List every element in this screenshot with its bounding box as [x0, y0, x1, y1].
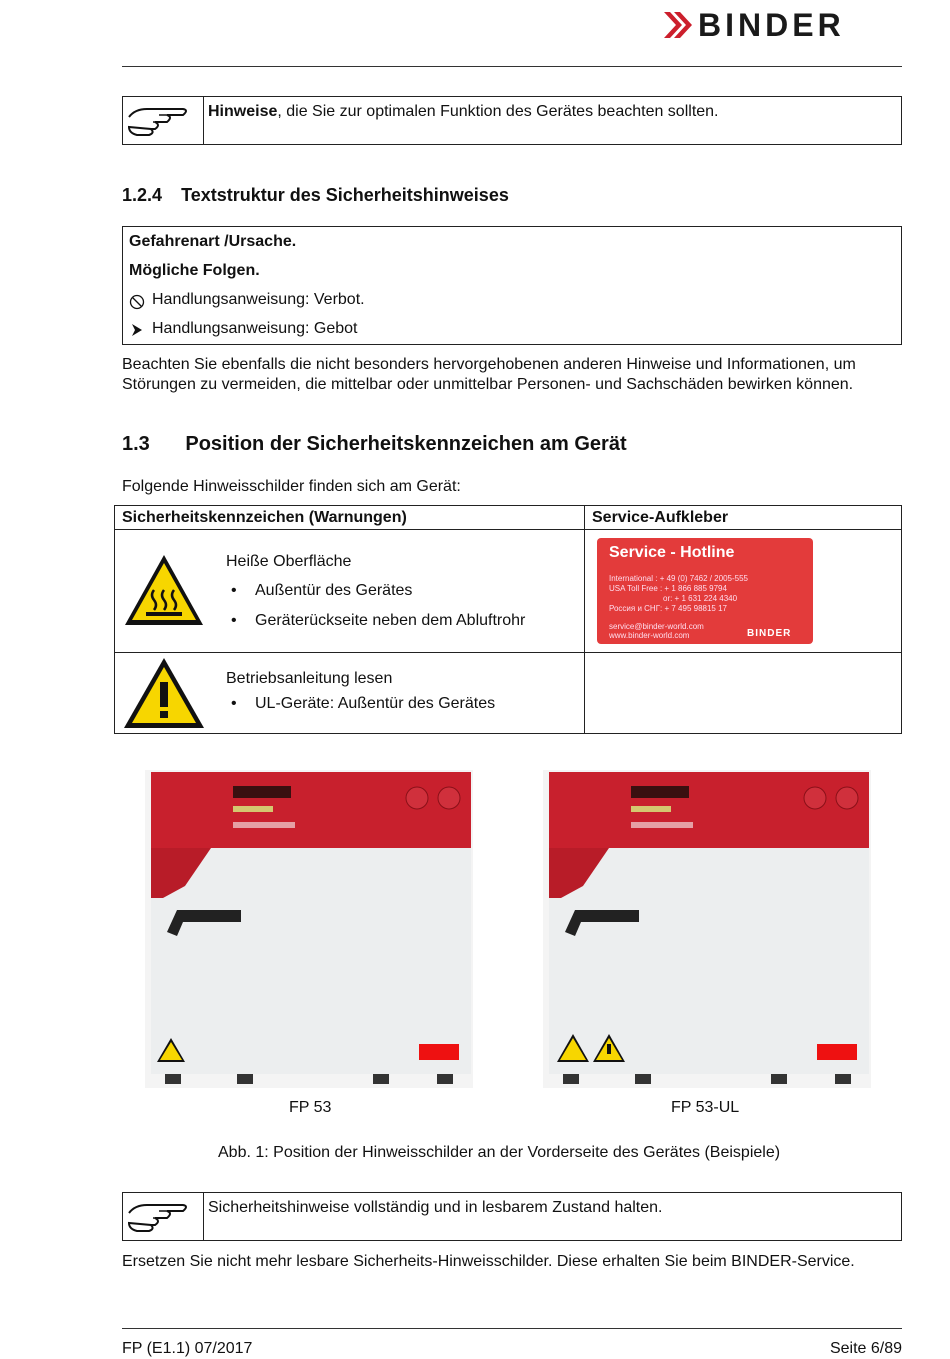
- figure-label-right: FP 53-UL: [671, 1099, 740, 1116]
- section-1-2-4-heading: [122, 185, 509, 206]
- note-1-bold: Hinweise: [208, 103, 278, 120]
- table-divider: [115, 652, 901, 653]
- note-box-2: [122, 1192, 902, 1241]
- binder-arrow-icon: [662, 8, 692, 42]
- bullet: •: [231, 695, 237, 712]
- section-number: 1.3: [122, 433, 150, 455]
- service-hotline-sticker: [597, 538, 813, 644]
- note-1-text: [208, 103, 719, 121]
- note-1-rest: , die Sie zur optimalen Funktion des Gerätes beachten sollten.: [277, 103, 719, 120]
- table-header-service: Service-Aufkleber: [592, 509, 729, 526]
- pointing-hand-icon: [123, 1193, 204, 1240]
- bullet: •: [231, 612, 237, 629]
- sticker-line: or: + 1 631 224 4340: [663, 594, 738, 603]
- prohibition-line: Handlungsanweisung: Verbot.: [152, 291, 365, 308]
- header-divider: [122, 66, 902, 67]
- figure-caption: Abb. 1: Position der Hinweisschilder an der Vorderseite des Gerätes (Beispiele): [218, 1144, 781, 1161]
- read-manual-title: Betriebsanleitung lesen: [226, 670, 393, 687]
- safety-sign-table: [114, 505, 902, 734]
- table-divider: [115, 529, 901, 530]
- pointing-hand-icon: [123, 97, 204, 144]
- section-title: Textstruktur des Sicherheitshinweises: [181, 185, 509, 205]
- table-divider: [584, 506, 585, 733]
- list-item-text: Geräterückseite neben dem Abluftrohr: [255, 612, 526, 629]
- logo-text: BINDER: [698, 7, 845, 43]
- section-number: 1.2.4: [122, 185, 163, 205]
- note-box-1: [122, 96, 902, 145]
- prohibition-icon: [129, 294, 145, 310]
- section-title: Position der Sicherheitskennzeichen am Gerät: [185, 433, 627, 455]
- general-warning-icon: [122, 656, 206, 730]
- sticker-line: service@binder-world.com: [609, 622, 704, 631]
- sticker-title: Service - Hotline: [609, 544, 735, 561]
- paragraph-1: Beachten Sie ebenfalls die nicht besonders hervorgehobenen anderen Hinweise und Informationen, um Störungen zu vermeiden, die mittelbar oder unmittelbar Personen- und Sachschäden bewirken können.: [122, 356, 856, 393]
- sticker-line: USA Toll Free : + 1 866 885 9794: [609, 584, 727, 593]
- oven-fp53-image: [145, 770, 473, 1088]
- instruction-line: Handlungsanweisung: Gebot: [152, 320, 358, 337]
- note-2-text: Sicherheitshinweise vollständig und in lesbarem Zustand halten.: [208, 1199, 663, 1216]
- sticker-line: www.binder-world.com: [609, 631, 690, 640]
- bullet: •: [231, 582, 237, 599]
- binder-logo: [662, 8, 902, 42]
- sticker-line: Россия и СНГ: + 7 495 98815 17: [609, 604, 727, 613]
- paragraph-2: Ersetzen Sie nicht mehr lesbare Sicherheits-Hinweisschilder. Diese erhalten Sie beim BINDER-Service.: [122, 1253, 855, 1270]
- footer-divider: [122, 1328, 902, 1329]
- hazard-line: Gefahrenart /Ursache.: [129, 233, 297, 250]
- list-item-text: UL-Geräte: Außentür des Gerätes: [255, 695, 496, 712]
- intro-text: Folgende Hinweisschilder finden sich am Gerät:: [122, 478, 461, 495]
- section-1-3-heading: [122, 433, 627, 456]
- figure-label-left: FP 53: [289, 1099, 332, 1116]
- table-header-warnings: Sicherheitskennzeichen (Warnungen): [122, 509, 407, 526]
- hot-surface-warning-icon: [122, 552, 206, 628]
- sticker-brand: BINDER: [747, 628, 792, 639]
- sticker-line: International : + 49 (0) 7462 / 2005-555: [609, 574, 748, 583]
- list-item-text: Außentür des Gerätes: [255, 582, 413, 599]
- consequence-line: Mögliche Folgen.: [129, 262, 260, 279]
- oven-fp53-ul-image: [543, 770, 871, 1088]
- structure-box: [122, 226, 902, 345]
- footer-left: FP (E1.1) 07/2017: [122, 1340, 253, 1357]
- arrow-bullet-icon: [130, 323, 144, 337]
- hot-surface-title: Heiße Oberfläche: [226, 553, 352, 570]
- footer-page-number: Seite 6/89: [829, 1340, 902, 1357]
